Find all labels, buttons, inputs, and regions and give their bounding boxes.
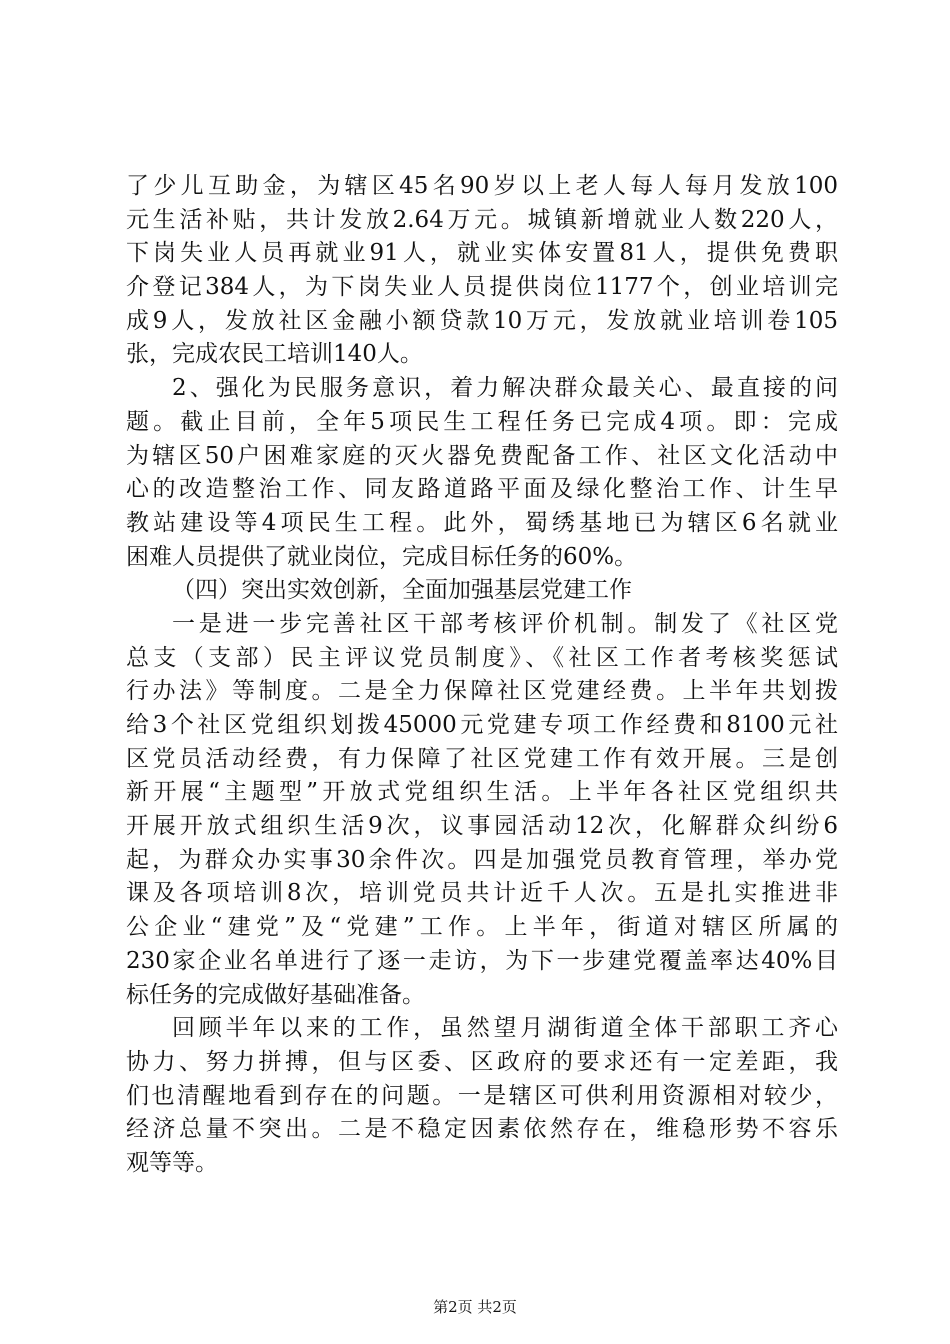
text-line: 2、强化为民服务意识，着力解决群众最关心、最直接的问 <box>172 375 838 402</box>
text-line: 新开展“主题型”开放式党组织生活。上半年各社区党组织共 <box>126 779 838 806</box>
text-line: 介登记384人，为下岗失业人员提供岗位1177个，创业培训完 <box>126 274 838 301</box>
text-line: 给3个社区党组织划拨45000元党建专项工作经费和8100元社 <box>126 712 838 738</box>
page-number-footer: 第2页 共2页 <box>433 1298 517 1316</box>
text-line: 起，为群众办实事30余件次。四是加强党员教育管理，举办党 <box>126 846 838 873</box>
text-line: 总支（支部）民主评议党员制度》、《社区工作者考核奖惩试 <box>126 644 838 671</box>
text-line: 课及各项培训8次，培训党员共计近千人次。五是扎实推进非 <box>126 880 838 907</box>
text-line: 区党员活动经费，有力保障了社区党建工作有效开展。三是创 <box>126 745 838 772</box>
text-line: 们也清醒地看到存在的问题。一是辖区可供利用资源相对较少， <box>126 1082 838 1109</box>
section-heading: （四）突出实效创新，全面加强基层党建工作 <box>172 577 632 604</box>
text-line: 张，完成农民工培训140人。 <box>126 341 423 368</box>
text-line: 元生活补贴，共计发放2.64万元。城镇新增就业人数220人， <box>126 206 838 233</box>
text-line: 一是进一步完善社区干部考核评价机制。制发了《社区党 <box>172 610 838 637</box>
text-line: 230家企业名单进行了逐一走访，为下一步建党覆盖率达40%目 <box>126 947 838 974</box>
text-line: 困难人员提供了就业岗位，完成目标任务的60%。 <box>126 543 638 570</box>
text-line: 题。截止目前，全年5项民生工程任务已完成4项。即：完成 <box>126 408 838 435</box>
text-line: 公企业“建党”及“党建”工作。上半年，街道对辖区所属的 <box>126 914 838 941</box>
document-body <box>126 170 838 1181</box>
text-line: 观等等。 <box>126 1149 218 1176</box>
text-line: 经济总量不突出。二是不稳定因素依然存在，维稳形势不容乐 <box>126 1116 838 1143</box>
text-line: 协力、努力拼搏，但与区委、区政府的要求还有一定差距，我 <box>126 1048 838 1075</box>
text-line: 了少儿互助金，为辖区45名90岁以上老人每人每月发放100 <box>126 173 838 199</box>
text-line: 心的改造整治工作、同友路道路平面及绿化整治工作、计生早 <box>126 476 838 503</box>
text-line: 成9人，发放社区金融小额贷款10万元，发放就业培训卷105 <box>126 307 838 334</box>
text-line: 教站建设等4项民生工程。此外，蜀绣基地已为辖区6名就业 <box>126 509 838 536</box>
text-line: 标任务的完成做好基础准备。 <box>126 981 425 1008</box>
text-line: 开展开放式组织生活9次，议事园活动12次，化解群众纠纷6 <box>126 813 838 840</box>
text-line: 回顾半年以来的工作，虽然望月湖街道全体干部职工齐心 <box>172 1015 838 1042</box>
text-line: 为辖区50户困难家庭的灭火器免费配备工作、社区文化活动中 <box>126 442 838 469</box>
text-line: 行办法》等制度。二是全力保障社区党建经费。上半年共划拨 <box>126 678 838 705</box>
text-line: 下岗失业人员再就业91人，就业实体安置81人，提供免费职 <box>126 240 838 267</box>
